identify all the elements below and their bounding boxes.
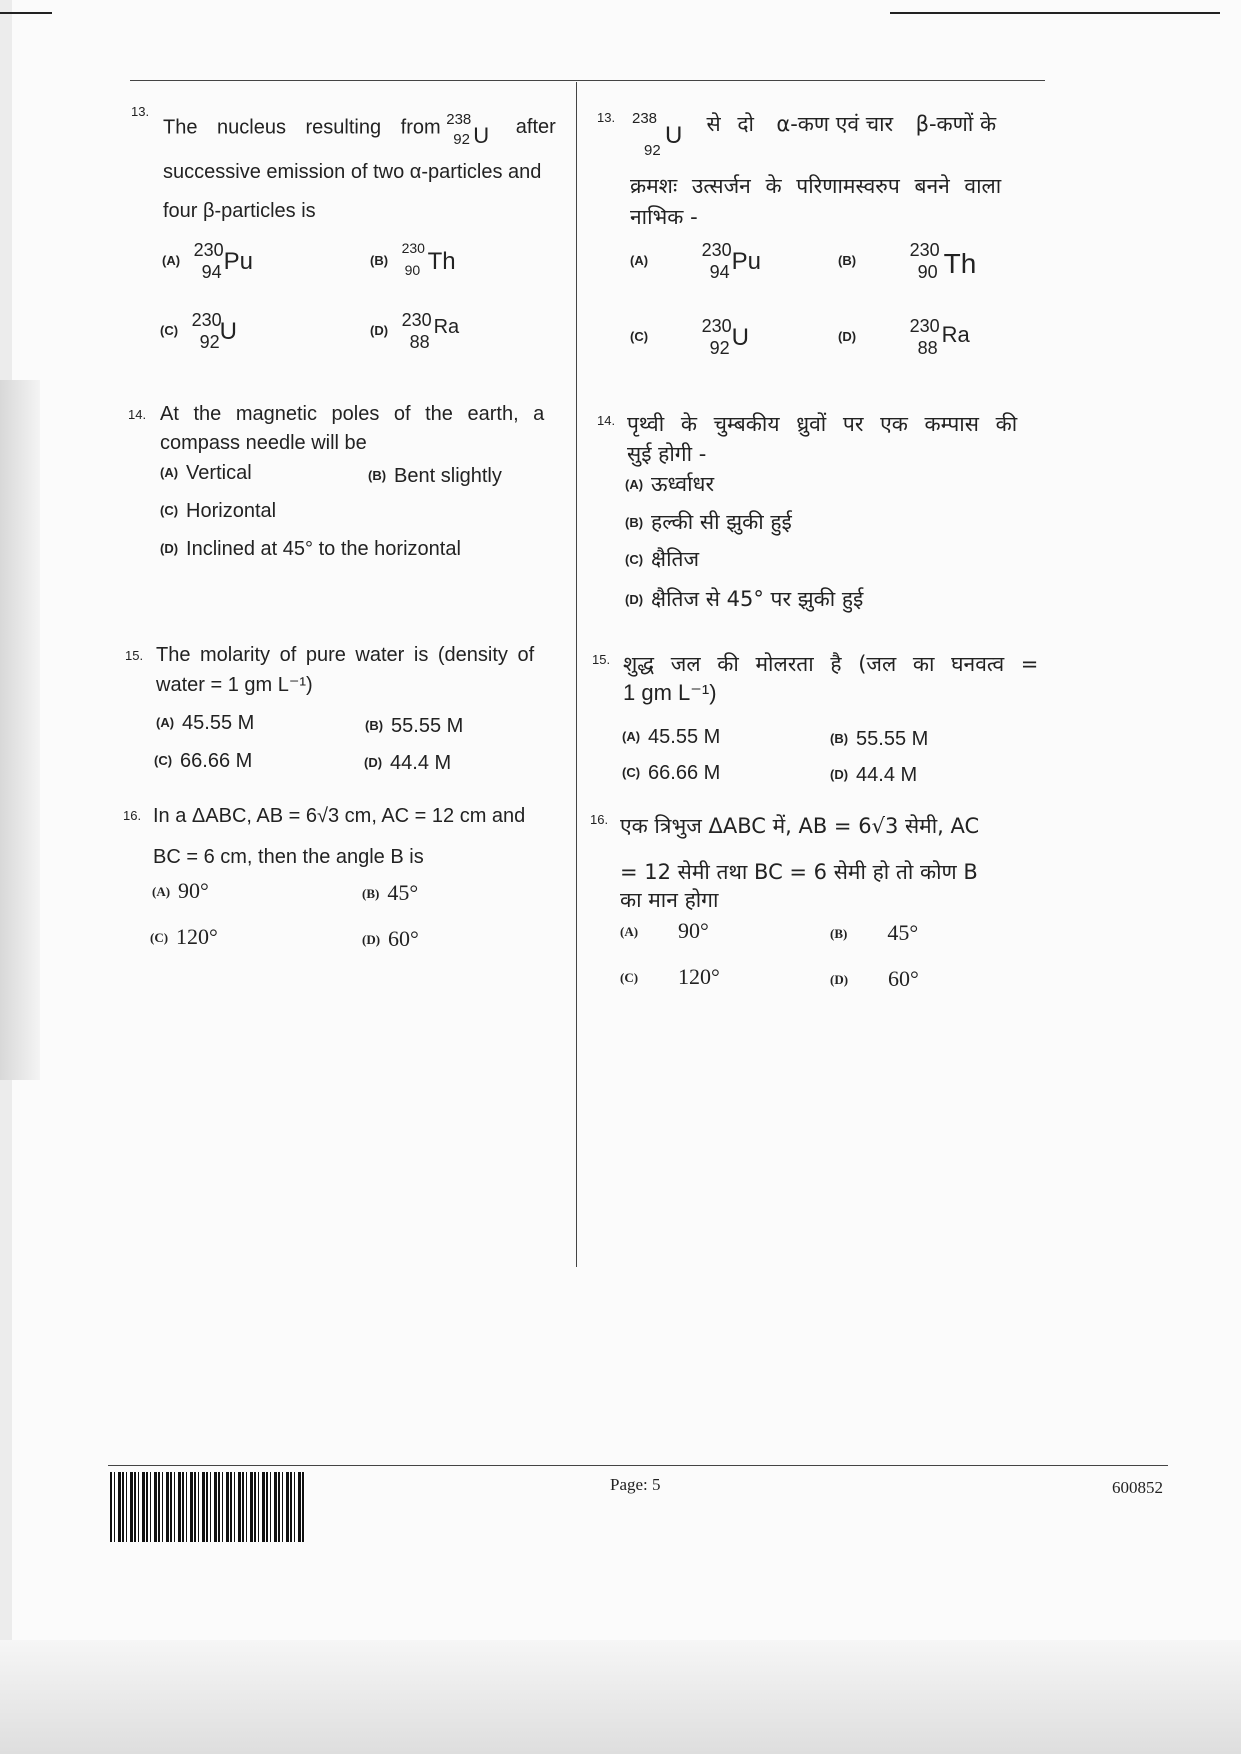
nuclide-mass: 238 (446, 111, 472, 128)
q16-number-hi: 16. (590, 812, 609, 827)
option-text: Bent slightly (394, 465, 502, 487)
q14-en-option-c (160, 500, 276, 523)
q13-hi-text-b: α-कण एवं चार (776, 112, 894, 136)
q13-en-option-d (370, 310, 480, 354)
q13-number-en: 13. (131, 104, 150, 119)
nuclide-atomic: 88 (917, 338, 938, 358)
option-label: (D) (838, 329, 857, 345)
q15-en-line2: water = 1 gm L⁻¹) (156, 674, 313, 696)
nuclide-atomic: 92 (199, 332, 220, 352)
option-text: 120° (678, 964, 720, 989)
nuclide-symbol: U (665, 122, 683, 149)
option-text: 44.4 M (856, 764, 918, 786)
q15-hi-line2: 1 gm L⁻¹) (623, 680, 717, 705)
q16-hi-line1: एक त्रिभुज ΔABC में, AB = 6√3 सेमी, AC (620, 814, 980, 838)
footer-rule (108, 1465, 1168, 1466)
q15-en-option-d (364, 752, 451, 775)
option-label: (B) (370, 253, 389, 269)
q14-hi-line1: पृथ्वी के चुम्बकीय ध्रुवों पर एक कम्पास की (627, 412, 1018, 436)
option-text: Horizontal (186, 500, 277, 522)
q16-en-option-d (362, 926, 419, 952)
option-label: (D) (160, 541, 179, 556)
column-divider (576, 82, 577, 1267)
option-label: (B) (362, 886, 380, 901)
nuclide-symbol: Ra (941, 322, 970, 347)
q15-en-line1: The molarity of pure water is (density of (156, 644, 535, 666)
option-text: 55.55 M (856, 728, 929, 750)
bottom-scan-shade (0, 1640, 1241, 1754)
q13-hi-option-d (838, 316, 988, 360)
nuclide-mass: 238 (632, 110, 658, 127)
option-label: (C) (625, 552, 644, 567)
q15-en-option-b (365, 715, 463, 738)
option-label: (B) (830, 926, 848, 941)
nuclide-mass: 230 (401, 310, 432, 330)
option-label: (D) (370, 323, 389, 339)
q15-number-en: 15. (125, 648, 144, 663)
nuclide-atomic: 92 (709, 338, 730, 358)
nuclide-symbol: U (219, 318, 237, 345)
q15-hi-option-a (622, 726, 720, 749)
option-label: (B) (625, 515, 644, 530)
nuclide-atomic: 94 (201, 262, 222, 282)
header-rule (130, 80, 1045, 81)
q14-en-option-d (160, 538, 461, 561)
option-label: (A) (620, 924, 639, 939)
option-label: (D) (625, 592, 644, 607)
q14-hi-option-c (625, 545, 699, 573)
q13-hi-given-nuclide (632, 110, 692, 160)
option-text: 120° (176, 924, 218, 949)
q16-hi-line3: का मान होगा (620, 888, 719, 912)
q13-number-hi: 13. (597, 110, 616, 125)
q14-hi-option-b (625, 508, 792, 536)
q13-en-line1-text-b: after (515, 116, 556, 139)
nuclide-symbol: Th (943, 248, 977, 279)
q13-hi-option-d-nuclide (910, 316, 988, 360)
option-label: (D) (364, 755, 383, 770)
q13-hi-line3: नाभिक - (630, 205, 698, 229)
q13-hi-option-a (630, 240, 780, 284)
q14-number-hi: 14. (597, 413, 616, 428)
nuclide-atomic: 92 (644, 142, 661, 159)
q15-number-hi: 15. (592, 652, 611, 667)
q13-en-option-b (370, 240, 480, 284)
top-edge-line (890, 12, 1220, 14)
q13-hi-text-c: β-कणों के (915, 112, 997, 136)
option-text: हल्की सी झुकी हुई (651, 510, 792, 534)
option-label: (C) (150, 930, 169, 945)
nuclide-mass: 230 (701, 240, 732, 260)
option-label: (D) (830, 767, 849, 782)
option-text: Inclined at 45° to the horizontal (186, 538, 461, 560)
nuclide-mass: 230 (401, 240, 425, 256)
q16-hi-option-d (830, 966, 919, 992)
q13-hi-line1 (632, 110, 1052, 160)
option-label: (C) (154, 753, 173, 768)
q13-hi-option-b (838, 240, 988, 284)
option-text: 45.55 M (648, 726, 721, 748)
q16-en-option-c (150, 924, 218, 950)
corner-mark (0, 12, 52, 14)
option-label: (D) (830, 972, 849, 987)
q13-hi-option-a-nuclide (702, 240, 780, 284)
option-text: 66.66 M (648, 762, 721, 784)
nuclide-symbol: Pu (223, 248, 253, 275)
option-label: (B) (830, 731, 849, 746)
q13-en-option-b-nuclide (402, 240, 480, 284)
q16-hi-option-b (830, 920, 918, 946)
nuclide-symbol: Th (427, 248, 456, 275)
q15-hi-option-d (830, 764, 917, 787)
q13-hi-option-c (630, 316, 780, 360)
q14-en-line1: At the magnetic poles of the earth, a (160, 403, 545, 425)
option-label: (A) (162, 253, 181, 269)
q13-hi-option-c-nuclide (702, 316, 780, 360)
option-text: 55.55 M (391, 715, 464, 737)
nuclide-atomic: 90 (917, 262, 938, 282)
q16-hi-option-c (620, 964, 720, 990)
nuclide-atomic: 90 (404, 262, 421, 278)
option-text: 45° (887, 920, 919, 945)
option-label: (A) (622, 729, 641, 744)
page-fold-shadow (0, 380, 40, 1080)
nuclide-atomic: 88 (409, 332, 430, 352)
option-label: (C) (160, 323, 179, 339)
option-label: (B) (368, 468, 387, 483)
q13-hi-line2: क्रमशः उत्सर्जन के परिणामस्वरुप बनने वाला (630, 174, 1002, 198)
option-label: (C) (160, 503, 179, 518)
q14-number-en: 14. (128, 407, 147, 422)
q13-en-line1-text-a: The nucleus resulting from (163, 116, 441, 139)
q13-en-option-c-nuclide (192, 310, 270, 354)
nuclide-mass: 230 (909, 240, 940, 260)
q14-hi-option-d (625, 585, 863, 613)
nuclide-atomic: 92 (453, 131, 470, 148)
q15-en-option-c (154, 750, 252, 773)
option-label: (C) (622, 765, 641, 780)
q13-hi-option-b-nuclide (910, 240, 988, 284)
q16-hi-option-a (620, 918, 709, 944)
q16-en-option-b (362, 880, 418, 906)
option-label: (D) (362, 932, 381, 947)
q15-hi-line1: शुद्ध जल की मोलरता है (जल का घनवत्व = (623, 652, 1039, 676)
nuclide-symbol: Ra (433, 316, 460, 338)
option-text: 90° (678, 918, 709, 943)
option-label: (A) (160, 465, 179, 480)
nuclide-symbol: U (731, 324, 749, 351)
option-text: 66.66 M (180, 750, 253, 772)
nuclide-mass: 230 (191, 310, 222, 330)
q16-en-option-a (152, 878, 209, 904)
option-label: (C) (630, 329, 649, 345)
q13-en-line2: successive emission of two α-particles and (163, 161, 542, 183)
q13-en-given-nuclide (446, 108, 498, 148)
q13-hi-text-a: से दो (706, 112, 754, 136)
q16-number-en: 16. (123, 808, 142, 823)
option-text: 60° (388, 926, 419, 951)
q13-en-option-a (162, 240, 272, 284)
option-text: 45° (387, 880, 419, 905)
q15-en-option-a (156, 712, 254, 735)
option-label: (A) (625, 477, 644, 492)
option-label: (A) (156, 715, 175, 730)
option-label: (A) (630, 253, 649, 269)
q13-en-line3: four β-particles is (163, 200, 316, 222)
paper-code: 600852 (1112, 1478, 1163, 1497)
q13-en-option-d-nuclide (402, 310, 480, 354)
nuclide-symbol: U (473, 123, 490, 148)
nuclide-atomic: 94 (709, 262, 730, 282)
q14-en-option-a (160, 462, 252, 485)
page-number: Page: 5 (610, 1475, 661, 1494)
option-text: 90° (178, 878, 209, 903)
q13-en-line1 (163, 108, 583, 148)
barcode (110, 1472, 305, 1542)
option-text: ऊर्ध्वाधर (651, 472, 715, 496)
q14-hi-option-a (625, 470, 714, 498)
q13-en-option-c (160, 310, 270, 354)
option-text: Vertical (186, 462, 252, 484)
option-text: क्षैतिज (651, 547, 700, 571)
q15-hi-option-b (830, 728, 928, 751)
option-text: 44.4 M (390, 752, 452, 774)
q15-hi-option-c (622, 762, 720, 785)
option-text: 60° (888, 966, 919, 991)
option-label: (C) (620, 970, 639, 985)
nuclide-symbol: Pu (731, 248, 761, 275)
option-label: (B) (365, 718, 384, 733)
q16-hi-line2: = 12 सेमी तथा BC = 6 सेमी हो तो कोण B (620, 860, 978, 884)
q16-en-line2: BC = 6 cm, then the angle B is (153, 846, 424, 868)
q16-en-line1: In a ΔABC, AB = 6√3 cm, AC = 12 cm and (153, 805, 526, 827)
q14-hi-line2: सुई होगी - (627, 442, 707, 466)
q13-en-option-a-nuclide (194, 240, 272, 284)
option-text: क्षैतिज से 45° पर झुकी हुई (651, 587, 864, 611)
q14-en-line2: compass needle will be (160, 432, 367, 454)
q14-en-option-b (368, 465, 502, 488)
option-label: (A) (152, 884, 171, 899)
nuclide-mass: 230 (701, 316, 732, 336)
nuclide-mass: 230 (909, 316, 940, 336)
nuclide-mass: 230 (193, 240, 224, 260)
option-label: (B) (838, 253, 857, 269)
option-text: 45.55 M (182, 712, 255, 734)
